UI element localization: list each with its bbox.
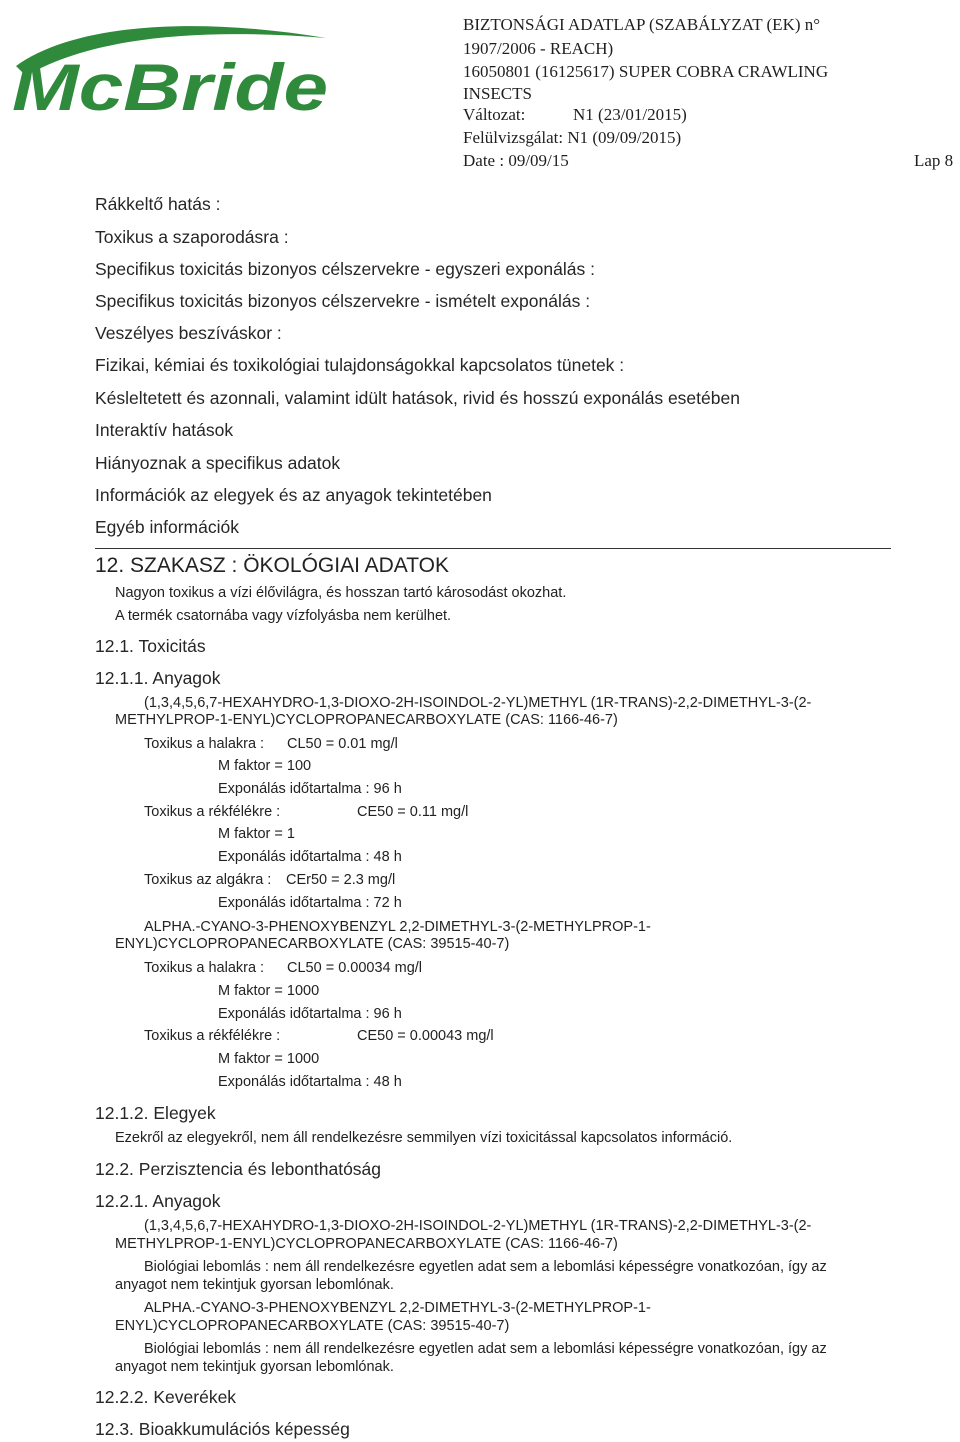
m-factor: M faktor = 100 [218,758,312,774]
substance-name: ALPHA.-CYANO-3-PHENOXYBENZYL 2,2-DIMETHYL-3-(2-METHYLPROP-1- [144,1300,651,1316]
subsection-title: 12.2.2. Keverékek [95,1387,237,1407]
list-item: Információk az elegyek és az anyagok tekintetében [95,485,492,505]
degradation-text: Biológiai lebomlás : nem áll rendelkezésre egyetlen adat sem a lebomlási képességre vonatkozóan, így az [144,1341,827,1357]
list-item: Rákkeltő hatás : [95,194,221,214]
subsection-title: 12.1.2. Elegyek [95,1103,216,1123]
list-item: Hiányoznak a specifikus adatok [95,453,341,473]
date: Date : 09/09/15 [463,151,569,170]
list-item: Egyéb információk [95,517,239,537]
list-item: Specifikus toxicitás bizonyos célszervekre - egyszeri exponálás : [95,259,595,279]
list-item: Interaktív hatások [95,420,234,440]
subsection-title: 12.2. Perzisztencia és lebonthatóság [95,1159,382,1179]
subsection-title: 12.1.1. Anyagok [95,668,221,688]
subsection-title: 12.1. Toxicitás [95,636,206,656]
substance-name: ENYL)CYCLOPROPANECARBOXYLATE (CAS: 39515-40-7) [115,936,510,952]
intro-text: A termék csatornába vagy vízfolyásba nem kerülhet. [115,608,452,624]
exposure-duration: Exponálás időtartalma : 72 h [218,895,402,911]
m-factor: M faktor = 1000 [218,1051,320,1067]
intro-text: Nagyon toxikus a vízi élővilágra, és hosszan tartó károsodást okozhat. [115,585,567,601]
mixtures-text: Ezekről az elegyekről, nem áll rendelkezésre semmilyen vízi toxicitással kapcsolatos információ. [115,1130,733,1146]
degradation-text: anyagot nem tekintjuk gyorsan lebomlónak. [115,1277,394,1293]
header-line-3: 16050801 (16125617) SUPER COBRA CRAWLING [463,62,829,81]
header-line-4: INSECTS [463,84,532,103]
substance-name: ALPHA.-CYANO-3-PHENOXYBENZYL 2,2-DIMETHYL-3-(2-METHYLPROP-1- [144,919,651,935]
m-factor: M faktor = 1000 [218,983,320,999]
tox-label: Toxikus a rékfélékre : [144,1028,281,1044]
tox-label: Toxikus a halakra : [144,960,265,976]
tox-label: Toxikus az algákra : [144,872,272,888]
substance-name: METHYLPROP-1-ENYL)CYCLOPROPANECARBOXYLATE (CAS: 1166-46-7) [115,1236,618,1252]
substance-name: (1,3,4,5,6,7-HEXAHYDRO-1,3-DIOXO-2H-ISOINDOL-2-YL)METHYL (1R-TRANS)-2,2-DIMETHYL-3-(2- [144,695,812,711]
version-value: N1 (23/01/2015) [573,105,687,124]
subsection-title: 12.2.1. Anyagok [95,1191,221,1211]
tox-label: Toxikus a rékfélékre : [144,804,281,820]
section-divider [95,548,891,549]
exposure-duration: Exponálás időtartalma : 48 h [218,849,402,865]
tox-value: CL50 = 0.00034 mg/l [287,960,423,976]
version-label: Változat: [463,105,526,124]
degradation-text: Biológiai lebomlás : nem áll rendelkezésre egyetlen adat sem a lebomlási képességre vonatkozóan, így az [144,1259,827,1275]
substance-name: METHYLPROP-1-ENYL)CYCLOPROPANECARBOXYLATE (CAS: 1166-46-7) [115,712,618,728]
exposure-duration: Exponálás időtartalma : 48 h [218,1074,402,1090]
tox-value: CL50 = 0.01 mg/l [287,736,398,752]
tox-label: Toxikus a halakra : [144,736,265,752]
list-item: Késleltetett és azonnali, valamint idült hatások, rivid és hosszú exponálás esetében [95,388,740,408]
subsection-title: 12.3. Bioakkumulációs képesség [95,1419,350,1439]
m-factor: M faktor = 1 [218,826,295,842]
logo-wordmark: McBride [12,50,329,122]
revision: Felülvizsgálat: N1 (09/09/2015) [463,128,682,147]
degradation-text: anyagot nem tekintjuk gyorsan lebomlónak. [115,1359,394,1375]
list-item: Veszélyes beszíváskor : [95,323,282,343]
substance-name: ENYL)CYCLOPROPANECARBOXYLATE (CAS: 39515-40-7) [115,1318,510,1334]
tox-value: CE50 = 0.11 mg/l [357,804,469,820]
tox-value: CE50 = 0.00043 mg/l [357,1028,494,1044]
header-line-1: BIZTONSÁGI ADATLAP (SZABÁLYZAT (EK) n° [463,15,821,34]
exposure-duration: Exponálás időtartalma : 96 h [218,1006,402,1022]
mcbride-logo [4,14,334,122]
list-item: Toxikus a szaporodásra : [95,227,289,247]
tox-value: CEr50 = 2.3 mg/l [286,872,396,888]
substance-name: (1,3,4,5,6,7-HEXAHYDRO-1,3-DIOXO-2H-ISOINDOL-2-YL)METHYL (1R-TRANS)-2,2-DIMETHYL-3-(2- [144,1218,812,1234]
list-item: Fizikai, kémiai és toxikológiai tulajdonságokkal kapcsolatos tünetek : [95,355,625,375]
header-line-2: 1907/2006 - REACH) [463,39,614,58]
page-number: Lap 8 [914,151,954,170]
list-item: Specifikus toxicitás bizonyos célszervekre - ismételt exponálás : [95,291,591,311]
section-title: 12. SZAKASZ : ÖKOLÓGIAI ADATOK [95,554,450,577]
exposure-duration: Exponálás időtartalma : 96 h [218,781,402,797]
